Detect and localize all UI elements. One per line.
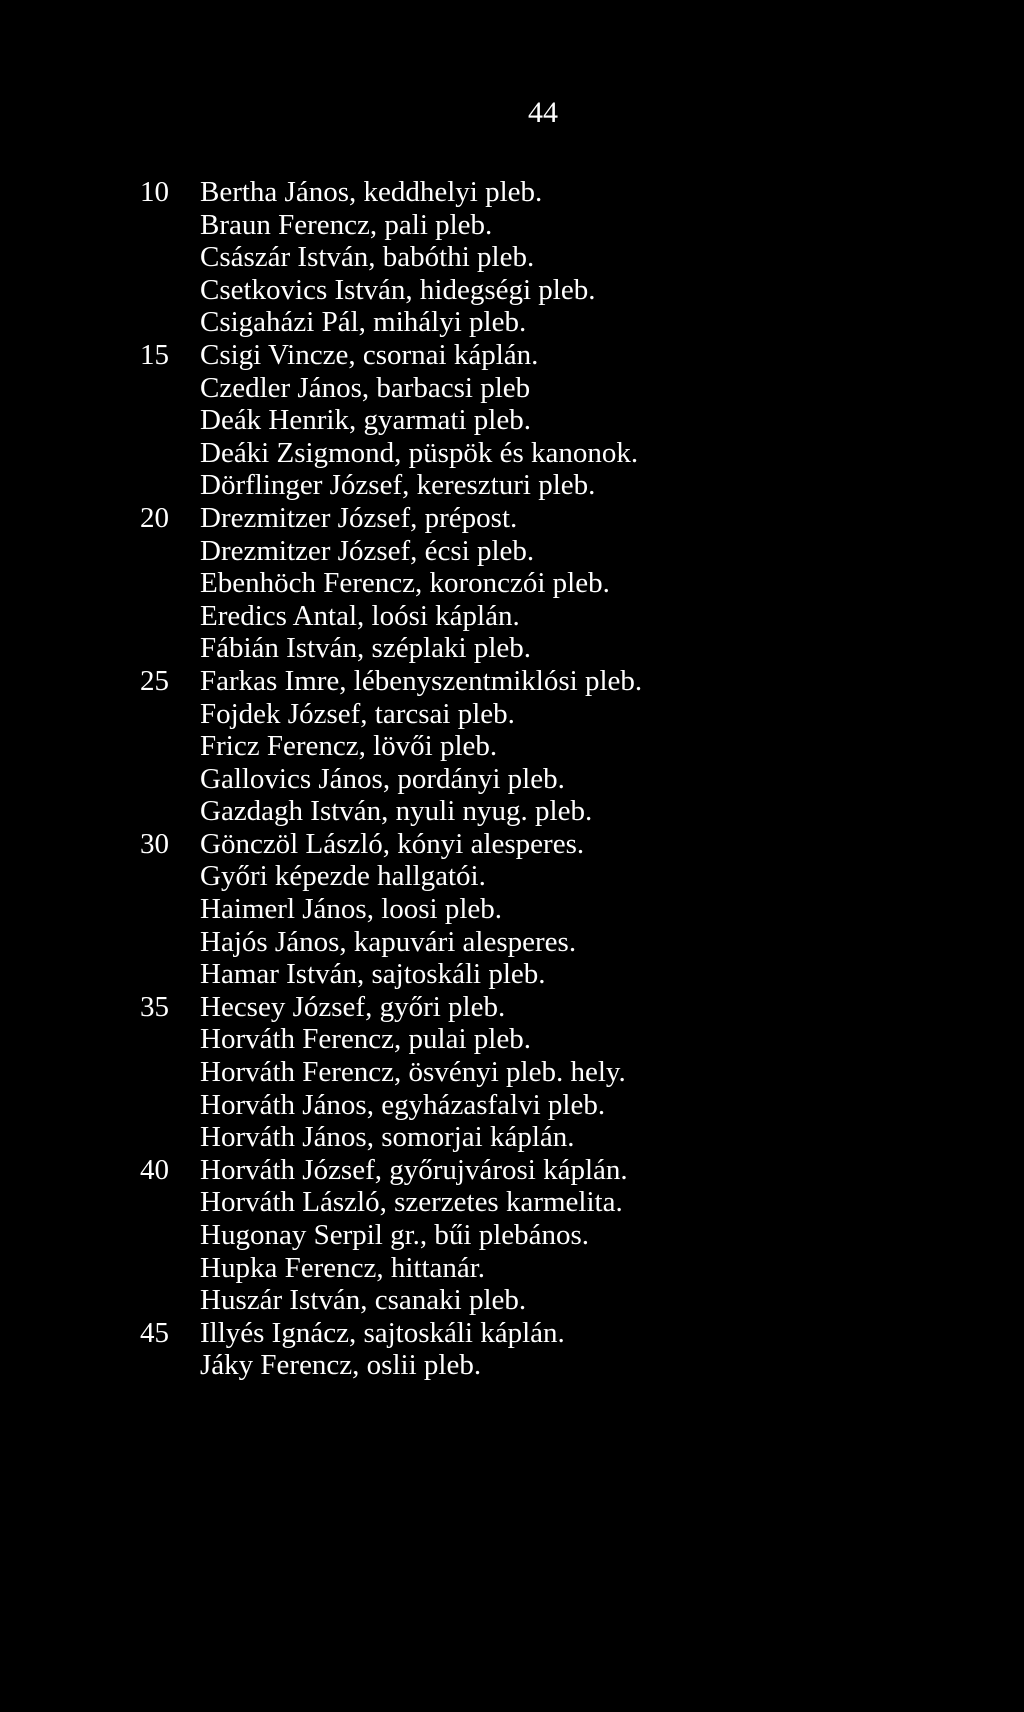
list-item [140,535,1020,568]
list-item [140,828,1020,861]
entry-text: Csetkovics István, hidegségi pleb. [200,273,596,306]
page-number: 44 [528,96,558,129]
entry-text: Ebenhöch Ferencz, koronczói pleb. [200,567,610,600]
entry-text: Fojdek József, tarcsai pleb. [200,697,515,730]
entry-text: Hugonay Serpil gr., bűi plebános. [200,1219,590,1251]
list-item [140,1089,1020,1122]
list-item [140,730,1020,763]
entry-text: Czedler János, barbacsi pleb [200,371,531,404]
entry-text: Drezmitzer József, écsi pleb. [200,534,535,567]
list-item [140,1284,1020,1317]
entry-text: Horváth József, győrujvárosi káplán. [200,1153,628,1186]
entry-text: Horváth János, egyházasfalvi pleb. [200,1088,606,1121]
entry-text: Gallovics János, pordányi pleb. [200,762,565,795]
entry-text: Fábián István, széplaki pleb. [200,632,531,665]
entry-text: Bertha János, keddhelyi pleb. [200,176,543,208]
list-item [140,1023,1020,1056]
list-item [140,893,1020,926]
list-item [140,437,1020,470]
list-item [140,502,1020,535]
entry-text: Császár István, babóthi pleb. [200,241,535,274]
list-item [140,958,1020,991]
entry-text: Deák Henrik, gyarmati pleb. [200,404,531,437]
list-item [140,404,1020,437]
entry-text: Farkas Imre, lébenyszentmiklósi pleb. [200,664,643,697]
entry-text: Jáky Ferencz, oslii pleb. [200,1349,482,1382]
entry-number: 20 [140,501,169,534]
list-item [140,600,1020,633]
list-item [140,763,1020,796]
entry-text: Horváth Ferencz, pulai pleb. [200,1023,531,1056]
entry-text: Hajós János, kapuvári alesperes. [200,925,577,958]
entry-text: Gönczöl László, kónyi alesperes. [200,827,585,860]
list-item [140,1252,1020,1285]
entry-text: Hecsey József, győri pleb. [200,990,506,1023]
entry-text: Eredics Antal, loósi káplán. [200,599,520,632]
entry-text: Huszár István, csanaki pleb. [200,1284,527,1317]
list-item [140,567,1020,600]
list-item [140,991,1020,1024]
list-item [140,632,1020,665]
list-item [140,469,1020,502]
list-item [140,372,1020,405]
entry-text: Hamar István, sajtoskáli pleb. [200,958,546,991]
list-item [140,1349,1020,1382]
entry-number: 35 [140,990,169,1023]
entry-text: Horváth László, szerzetes karmelita. [200,1186,623,1219]
entry-text: Csigaházi Pál, mihályi pleb. [200,306,527,339]
entry-number: 15 [140,338,169,371]
entry-text: Hupka Ferencz, hittanár. [200,1251,486,1284]
entry-text: Horváth Ferencz, ösvényi pleb. hely. [200,1056,626,1089]
entry-number: 30 [140,827,169,860]
list-item [140,860,1020,893]
list-item [140,306,1020,339]
entry-text: Deáki Zsigmond, püspök és kanonok. [200,436,639,469]
list-item [140,1219,1020,1252]
list-item [140,926,1020,959]
list-item [140,1154,1020,1187]
entry-number: 45 [140,1316,169,1349]
entry-number: 10 [140,176,169,208]
entry-text: Győri képezde hallgatói. [200,860,486,893]
entry-text: Fricz Ferencz, lövői pleb. [200,730,498,763]
entry-text: Haimerl János, loosi pleb. [200,893,503,926]
entry-text: Drezmitzer József, prépost. [200,501,518,534]
list-item [140,665,1020,698]
entry-number: 25 [140,664,169,697]
list-item [140,698,1020,731]
entry-text: Dörflinger József, kereszturi pleb. [200,469,596,502]
list-item [140,176,1020,209]
list-item [140,795,1020,828]
list-item [140,241,1020,274]
list-item [140,339,1020,372]
entry-text: Gazdagh István, nyuli nyug. pleb. [200,795,593,828]
list-item [140,209,1020,242]
entry-text: Braun Ferencz, pali pleb. [200,208,493,241]
entry-list [140,176,1020,1382]
list-item [140,1056,1020,1089]
list-item [140,274,1020,307]
entry-number: 40 [140,1153,169,1186]
list-item [140,1186,1020,1219]
entry-text: Illyés Ignácz, sajtoskáli káplán. [200,1316,565,1349]
list-item [140,1121,1020,1154]
entry-text: Csigi Vincze, csornai káplán. [200,338,539,371]
entry-text: Horváth János, somorjai káplán. [200,1121,575,1154]
list-item [140,1317,1020,1350]
